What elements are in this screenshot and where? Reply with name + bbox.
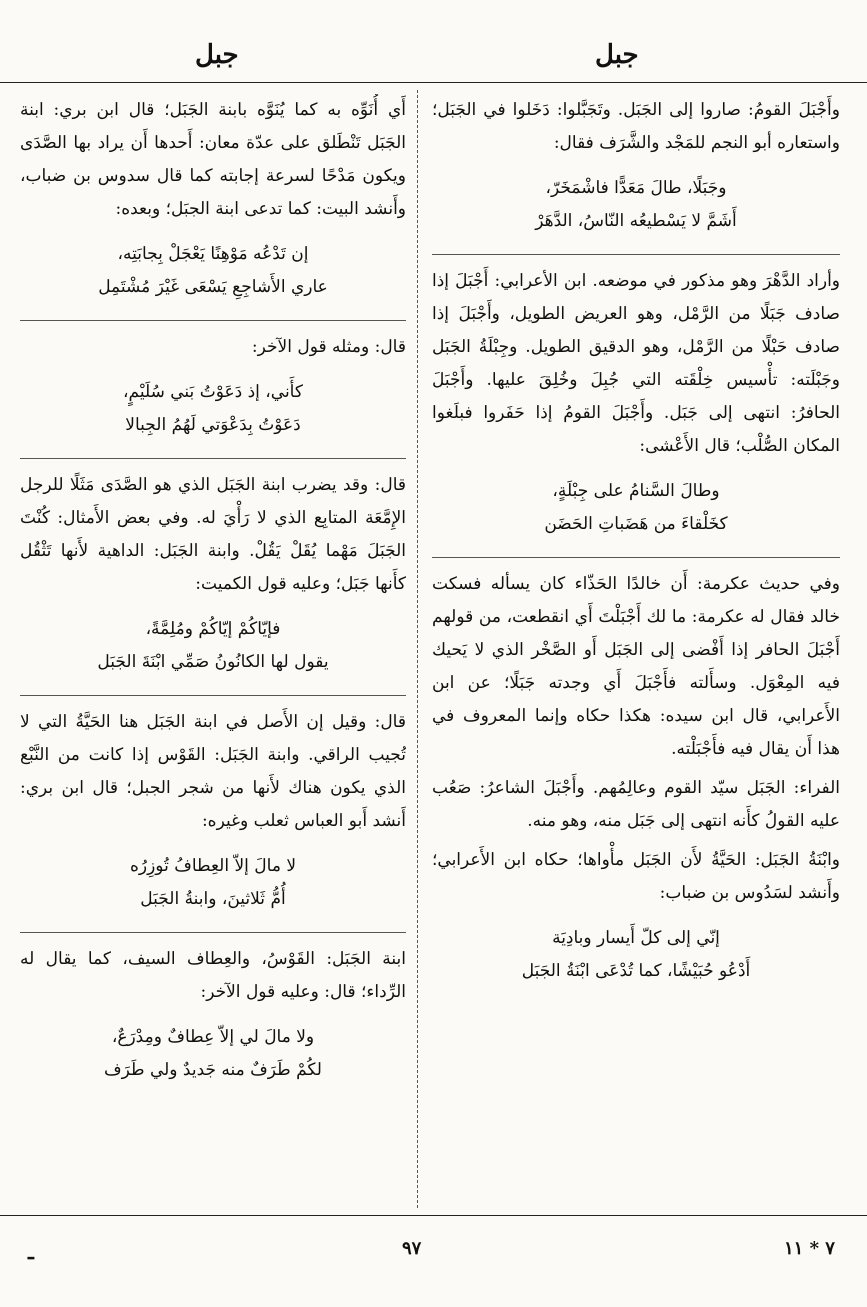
running-header-left: جبل	[195, 40, 239, 70]
verse-block	[20, 372, 406, 459]
verse-line: أَشَمَّ لا يَسْطيعُه النّاسُ، الدَّهَرْ	[535, 211, 737, 231]
left-column	[20, 94, 406, 1210]
verse-line: عاري الأَشاجِعِ يَسْعَى غَيْرَ مُشْتَمِل	[98, 277, 328, 297]
verse-block	[20, 1017, 406, 1103]
verse-line: دَعَوْتُ بِدَعْوَتي لَهُمُ الجِبالا	[125, 415, 301, 435]
verse-block	[432, 918, 840, 1004]
right-column	[432, 94, 840, 1210]
paragraph: أَي أُنَوِّه به كما يُنَوَّه بابنة الجَبَل؛ قال ابن بري: ابنة الجَبَل تَنْطَلق على عدّة معان: أَحدها أَن يراد بها الصَّدَى ويكون مَدْحًا لسرعة إجابته كما قال سدوس بن ضباب، وأَنشد البيت: كما تدعى ابنة الجبَل؛ وبعده:	[20, 100, 406, 219]
paragraph: الفراء: الجَبَل سيّد القوم وعالِمُهم. وأَجْبَلَ الشاعرُ: صَعُب عليه القولُ كأَنه انتهى إلى جَبَل منه، وهو منه.	[432, 778, 840, 831]
paragraph: قال: وقد يضرب ابنة الجَبَل الذي هو الصَّدَى مَثَلًا للرجل الإِمَّعَة المتابِع الذي لا رَأْيَ له. وفي بعض الأَمثال: كُنْتَ الجَبَلَ مَهْما يُقَلْ يَقُلْ. وابنة الجَبَل: الداهية لأَنها تَثْقُل كأَنها جَبَل؛ وعليه قول الكميت:	[20, 475, 406, 594]
verse-line: لا مالَ إلاّ العِطافُ تُوزِرُه	[129, 856, 297, 876]
verse-block	[20, 609, 406, 696]
running-header-right: جبل	[595, 40, 639, 70]
verse-block	[432, 168, 840, 255]
verse-line: كخَلْقاءَ من هَضَباتِ الحَضَن	[544, 514, 728, 534]
verse-line: أُمُّ ثَلاثينَ، وابنةُ الجَبَل	[140, 889, 286, 909]
verse-block	[432, 471, 840, 558]
verse-line: يقول لها الكانُونُ صَمِّي ابْنَةَ الجَبَل	[97, 652, 329, 672]
page-number: ٩٧	[402, 1238, 422, 1259]
paragraph: قال: وقيل إن الأَصل في ابنة الجَبَل هنا الحَيَّةُ التي لا تُجيب الراقي. وابنة الجَبَل: القَوْس إذا كانت من النَّبْع الذي يكون هناك لأَنها من شجر الجبل؛ قال ابن بري: أَنشد أَبو العباس ثعلب وغيره:	[20, 712, 406, 831]
verse-line: أَدْعُو حُبَيْشًا، كما تُدْعَى ابْنَةُ الجَبَل	[521, 961, 751, 981]
paragraph: قال: ومثله قول الآخر:	[251, 337, 406, 357]
verse-line: إن تَدْعُه مَوْهِنًا يَعْجَلْ بِجابَتِه،	[117, 244, 309, 264]
footer-rule	[0, 1215, 867, 1216]
volume-reference: ٧ * ١١	[784, 1238, 835, 1259]
verse-block	[20, 846, 406, 933]
paragraph: وابْنَةُ الجَبَل: الحَيَّةُ لأَن الجَبَل مأْواها؛ حكاه ابن الأَعرابي؛ وأَنشد لسَدُوس بن ضباب:	[432, 850, 840, 903]
column-divider	[417, 90, 418, 1208]
verse-block	[20, 234, 406, 321]
verse-line: ولا مالَ لي إلاّ عِطافٌ ومِدْرَعٌ،	[111, 1027, 315, 1047]
verse-line: وطالَ السَّنامُ على جِبْلَةٍ،	[552, 481, 720, 501]
verse-line: إنّي إلى كلّ أَيسار وبادِيَة	[552, 928, 720, 948]
header-rule	[0, 82, 867, 83]
paragraph: وأراد الدَّهْرَ وهو مذكور في موضعه. ابن الأعرابي: أَجْبَلَ إذا صادف جَبَلًا من الرَّمْل، وهو العريض الطويل، وأَجْبَلَ إذا صادف حَبْلًا من الرَّمْل، وهو الدقيق الطويل. وجِبْلَةُ الجَبَل وجَبْلَته: تأْسيس خِلْقَته التي جُبِلَ وخُلِقَ عليها. وأَجْبَلَ الحافرُ: انتهى إلى جَبَل. وأَجْبَلَ القومُ إذا حَفَروا فبلَغوا المكان الصُّلْب؛ قال الأَعْشى:	[432, 271, 840, 456]
verse-line: لكُمْ طَرَفٌ منه جَديدٌ ولي طَرَف	[104, 1060, 322, 1080]
verse-line: كأَني، إذ دَعَوْتُ بَني سُلَيْمٍ،	[123, 382, 303, 402]
footer-mark: ـ	[28, 1240, 34, 1264]
verse-line: فإيّاكُمْ إيّاكُمْ ومُلِمَّةً،	[145, 619, 281, 639]
verse-line: وجَبَلًا، طالَ مَعَدًّا فاشْمَخَرّ،	[545, 178, 727, 198]
paragraph: وأَجْبَلَ القومُ: صاروا إلى الجَبَل. وتَجَبَّلوا: دَخَلوا في الجَبَل؛ واستعاره أبو النجم للمَجْد والشَّرَف فقال:	[432, 100, 840, 153]
paragraph: وفي حديث عكرمة: أَن خالدًا الحَذّاء كان يسأله فسكت خالد فقال له عكرمة: ما لك أَجْبَلْتَ أَي انقطعت، من قولهم أَجْبَلَ الحافر إذا أَفْضى إلى الجَبَل أَو الصَّخْر الذي لا يَحيك فيه المِعْوَل. وسأَلته فأَجْبَلَ أَي وجدته جَبَلًا؛ عن ابن الأَعرابي، قال ابن سيده: هكذا حكاه وإنما المعروف في هذا أَن يقال فيه فأَجْبَلْته.	[432, 574, 840, 759]
paragraph: ابنة الجَبَل: القَوْسُ، والعِطاف السيف، كما يقال له الرِّداء؛ قال: وعليه قول الآخر:	[20, 949, 406, 1002]
